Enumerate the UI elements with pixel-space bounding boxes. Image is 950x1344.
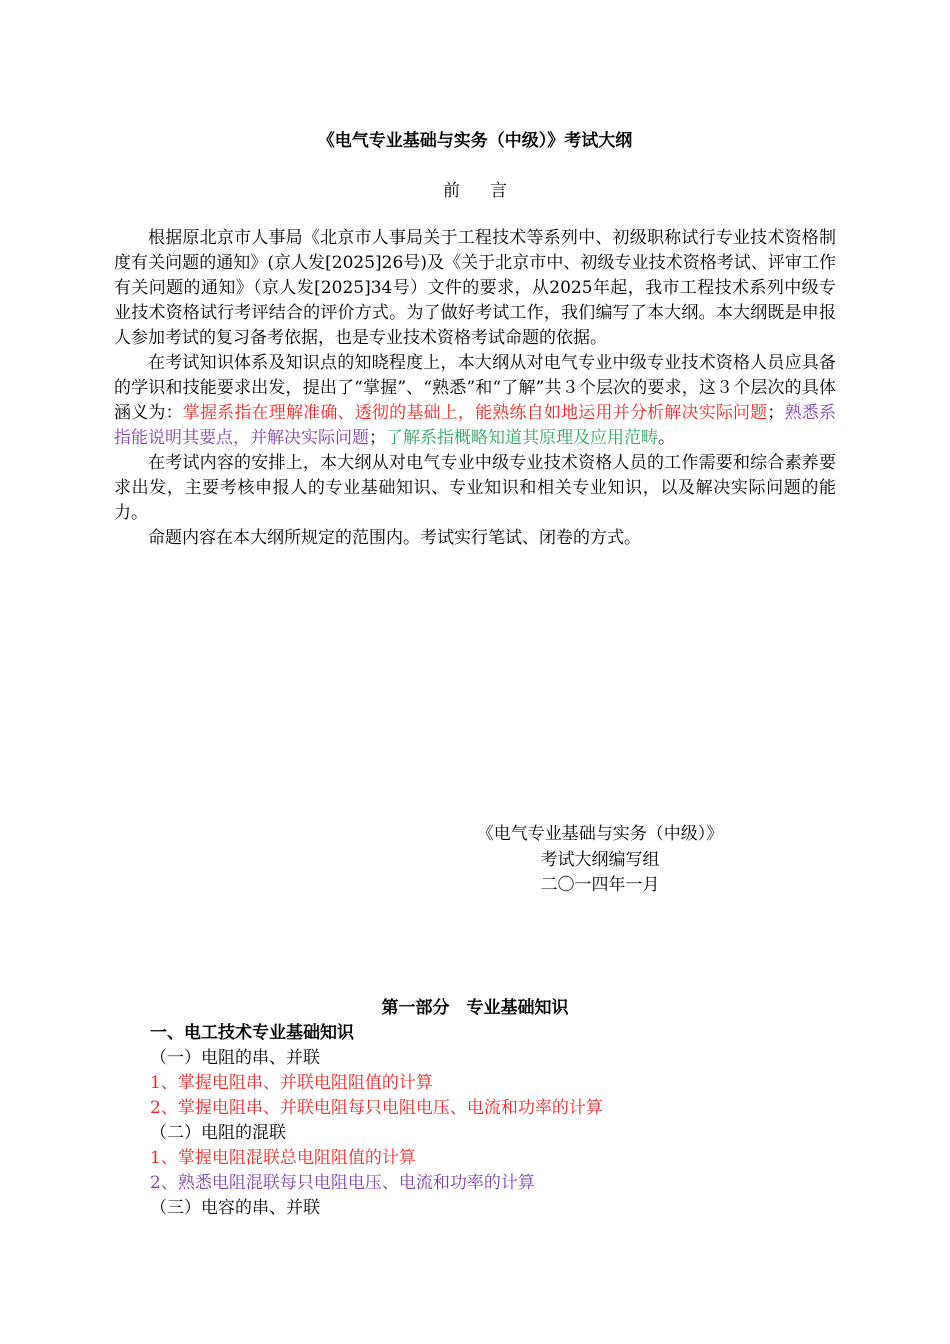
- paragraph-1: 根据原北京市人事局《北京市人事局关于工程技术等系列中、初级职称试行专业技术资格制度有关问题的通知》(京人发[2025]26号)及《关于北京市中、初级专业技术资格考试、评审工作有关问题的通知》（京人发[2025]34号）文件的要求，从2025年起，我市工程技术系列中级专业技术资格试行考评结合的评价方式。为了做好考试工作，我们编写了本大纲。本大纲既是申报人参加考试的复习备考依据，也是专业技术资格考试命题的依据。: [114, 228, 836, 348]
- foreword-heading: 前言: [443, 181, 537, 201]
- list-item: 2、掌握电阻串、并联电阻每只电阻电压、电流和功率的计算: [150, 1098, 603, 1118]
- section-heading: 一、电工技术专业基础知识: [150, 1023, 354, 1043]
- definition-familiar: 熟悉系指能说明其要点，并解决实际问题: [114, 403, 837, 448]
- paragraph-3: 在考试内容的安排上，本大纲从对电气专业中级专业技术资格人员的工作需要和综合素养要求出发，主要考核申报人的专业基础知识、专业知识和相关专业知识，以及解决实际问题的能力。: [114, 453, 836, 523]
- list-item: 2、熟悉电阻混联每只电阻电压、电流和功率的计算: [150, 1173, 535, 1193]
- separator: ；: [369, 428, 386, 448]
- period: 。: [658, 428, 675, 448]
- signature-date: 二〇一四年一月: [540, 875, 660, 895]
- outline: [0, 996, 950, 1221]
- subsection-heading: （三）电容的串、并联: [150, 1198, 320, 1218]
- part-title: 第一部分 专业基础知识: [381, 998, 569, 1018]
- subsection-heading: （二）电阻的混联: [150, 1123, 286, 1143]
- list-item: 1、掌握电阻串、并联电阻阻值的计算: [150, 1073, 433, 1093]
- document-title: 《电气专业基础与实务（中级）》考试大纲: [317, 131, 633, 151]
- signature-group: 考试大纲编写组: [540, 849, 660, 870]
- subsection-heading: （一）电阻的串、并联: [150, 1048, 320, 1068]
- signature-title: 《电气专业基础与实务（中级）》: [476, 824, 724, 844]
- paragraph-2: [114, 351, 836, 451]
- paragraph-2-intro: 在考试知识体系及知识点的知晓程度上，本大纲从对电气专业中级专业技术资格人员应具备的学识和技能要求出发，提出了“掌握”、“熟悉”和“了解”共３个层次的要求，这３个层次的具体涵义为：: [114, 353, 836, 423]
- definition-understand: 了解系指概略知道其原理及应用范畴: [386, 428, 658, 448]
- definition-master: 掌握系指在理解准确、透彻的基础上，能熟练自如地运用并分析解决实际问题: [182, 403, 768, 423]
- separator: ；: [767, 403, 785, 423]
- signature-block: [400, 822, 800, 899]
- paragraph-4: 命题内容在本大纲所规定的范围内。考试实行笔试、闭卷的方式。: [148, 528, 641, 548]
- foreword-body: [114, 226, 836, 551]
- list-item: 1、掌握电阻混联总电阻阻值的计算: [150, 1148, 416, 1168]
